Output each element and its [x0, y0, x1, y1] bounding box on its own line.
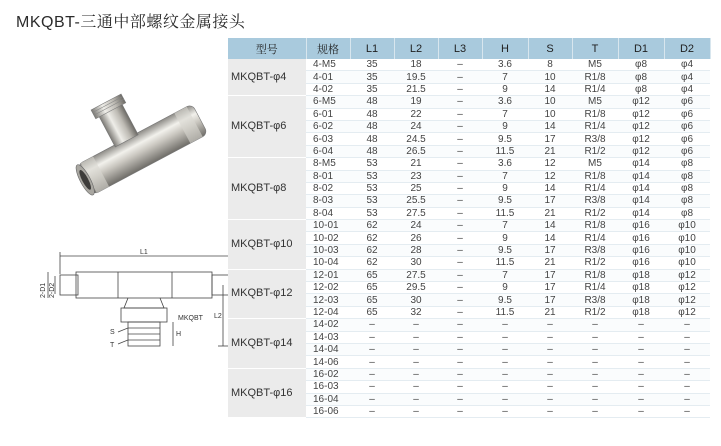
table-cell: 62 — [350, 244, 394, 256]
spec-code-cell: 10-02 — [306, 232, 350, 244]
table-cell: φ18 — [618, 306, 664, 318]
spec-code-cell: 4-02 — [306, 83, 350, 95]
table-cell: 10 — [528, 71, 572, 83]
table-cell: φ4 — [664, 71, 710, 83]
table-cell: R3/8 — [572, 244, 618, 256]
table-cell: 32 — [394, 306, 438, 318]
table-cell: R1/4 — [572, 83, 618, 95]
spec-code-cell: 8-02 — [306, 182, 350, 194]
table-cell: – — [664, 368, 710, 380]
table-cell: R1/4 — [572, 182, 618, 194]
spec-code-cell: 6-04 — [306, 145, 350, 157]
spec-table-body — [228, 59, 710, 418]
table-cell: 7 — [482, 269, 528, 281]
table-cell: – — [438, 393, 482, 405]
table-cell: φ16 — [618, 220, 664, 232]
table-cell: – — [438, 71, 482, 83]
table-cell: φ6 — [664, 133, 710, 145]
model-cell: MKQBT-φ14 — [228, 319, 306, 369]
table-cell: 11.5 — [482, 257, 528, 269]
spec-code-cell: 12-04 — [306, 306, 350, 318]
table-cell: 35 — [350, 83, 394, 95]
table-cell: 9 — [482, 120, 528, 132]
column-header: T — [572, 38, 618, 59]
table-cell: φ6 — [664, 108, 710, 120]
table-cell: – — [528, 356, 572, 368]
spec-code-cell: 8-04 — [306, 207, 350, 219]
table-cell: – — [438, 96, 482, 108]
table-cell: 26.5 — [394, 145, 438, 157]
table-cell: 24 — [394, 220, 438, 232]
table-cell: – — [482, 393, 528, 405]
table-cell: – — [618, 393, 664, 405]
table-cell: – — [572, 343, 618, 355]
table-cell: – — [438, 145, 482, 157]
table-cell: – — [438, 381, 482, 393]
page-title: MKQBT-三通中部螺纹金属接头 — [16, 14, 246, 31]
table-cell: φ12 — [664, 306, 710, 318]
dimension-diagram — [28, 248, 243, 360]
spec-code-cell: 4-01 — [306, 71, 350, 83]
spec-code-cell: 16-04 — [306, 393, 350, 405]
table-cell: – — [350, 381, 394, 393]
table-cell: φ14 — [618, 182, 664, 194]
table-cell: 10 — [528, 108, 572, 120]
table-cell: – — [572, 319, 618, 331]
table-cell: – — [350, 331, 394, 343]
table-cell: φ8 — [664, 182, 710, 194]
table-cell: R1/8 — [572, 269, 618, 281]
table-cell: – — [438, 269, 482, 281]
spec-code-cell: 12-02 — [306, 282, 350, 294]
table-cell: φ8 — [664, 195, 710, 207]
table-cell: φ12 — [618, 133, 664, 145]
table-cell: φ10 — [664, 244, 710, 256]
table-cell: – — [438, 343, 482, 355]
table-cell: φ8 — [664, 207, 710, 219]
dim-label-l1: L1 — [140, 249, 148, 256]
table-cell: – — [482, 356, 528, 368]
table-cell: – — [572, 356, 618, 368]
table-cell: φ16 — [618, 244, 664, 256]
table-cell: 7 — [482, 71, 528, 83]
spec-code-cell: 8-01 — [306, 170, 350, 182]
table-cell: 8 — [528, 59, 572, 71]
table-cell: 21.5 — [394, 83, 438, 95]
table-cell: 53 — [350, 170, 394, 182]
table-cell: – — [528, 405, 572, 417]
table-cell: – — [528, 368, 572, 380]
table-cell: φ8 — [618, 71, 664, 83]
table-cell: – — [438, 232, 482, 244]
table-cell: – — [438, 182, 482, 194]
table-cell: φ8 — [618, 83, 664, 95]
table-cell: 9 — [482, 232, 528, 244]
table-cell: 17 — [528, 294, 572, 306]
table-cell: 21 — [528, 145, 572, 157]
table-cell: – — [618, 405, 664, 417]
table-cell: φ10 — [664, 220, 710, 232]
table-cell: – — [528, 393, 572, 405]
table-cell: – — [572, 368, 618, 380]
column-header: L2 — [394, 38, 438, 59]
table-cell: – — [664, 381, 710, 393]
model-cell: MKQBT-φ12 — [228, 269, 306, 319]
table-cell: 19 — [394, 96, 438, 108]
table-cell: R1/2 — [572, 145, 618, 157]
spec-code-cell: 8-03 — [306, 195, 350, 207]
table-cell: 21 — [528, 306, 572, 318]
table-cell: φ18 — [618, 269, 664, 281]
table-cell: – — [350, 356, 394, 368]
table-cell: 10 — [528, 96, 572, 108]
table-cell: φ10 — [664, 257, 710, 269]
table-cell: – — [438, 83, 482, 95]
table-cell: – — [482, 381, 528, 393]
table-cell: φ18 — [618, 294, 664, 306]
table-cell: – — [664, 331, 710, 343]
table-cell: – — [618, 356, 664, 368]
table-cell: – — [394, 381, 438, 393]
column-header: 规格 — [306, 38, 350, 59]
table-cell: – — [664, 343, 710, 355]
table-cell: – — [482, 368, 528, 380]
table-cell: – — [572, 331, 618, 343]
table-cell: 53 — [350, 195, 394, 207]
table-cell: 9.5 — [482, 133, 528, 145]
table-cell: 29.5 — [394, 282, 438, 294]
spec-code-cell: 16-06 — [306, 405, 350, 417]
table-cell: R1/4 — [572, 282, 618, 294]
table-cell: – — [394, 319, 438, 331]
table-row — [228, 368, 710, 380]
table-cell: – — [438, 319, 482, 331]
table-cell: 53 — [350, 207, 394, 219]
table-cell: – — [482, 405, 528, 417]
table-cell: φ16 — [618, 257, 664, 269]
table-cell: 30 — [394, 294, 438, 306]
table-cell: 14 — [528, 232, 572, 244]
table-cell: 65 — [350, 306, 394, 318]
table-cell: 53 — [350, 182, 394, 194]
table-cell: 14 — [528, 120, 572, 132]
table-cell: 48 — [350, 108, 394, 120]
model-cell: MKQBT-φ10 — [228, 220, 306, 270]
table-cell: 53 — [350, 158, 394, 170]
dim-label-d2: 2-D2 — [49, 282, 56, 298]
table-cell: φ14 — [618, 195, 664, 207]
table-cell: – — [394, 393, 438, 405]
table-row — [228, 158, 710, 170]
table-cell: 9.5 — [482, 294, 528, 306]
table-cell: φ14 — [618, 207, 664, 219]
dim-label-l2: L2 — [214, 313, 222, 320]
table-cell: 48 — [350, 120, 394, 132]
column-header: H — [482, 38, 528, 59]
table-cell: R3/8 — [572, 133, 618, 145]
table-row — [228, 220, 710, 232]
table-cell: 3.6 — [482, 158, 528, 170]
table-cell: 17 — [528, 195, 572, 207]
table-cell: – — [438, 170, 482, 182]
spec-code-cell: 10-03 — [306, 244, 350, 256]
table-cell: 11.5 — [482, 207, 528, 219]
spec-code-cell: 6-01 — [306, 108, 350, 120]
table-row — [228, 59, 710, 71]
table-cell: φ10 — [664, 232, 710, 244]
table-cell: 14 — [528, 83, 572, 95]
table-cell: 48 — [350, 145, 394, 157]
table-cell: – — [572, 405, 618, 417]
table-cell: 12 — [528, 170, 572, 182]
table-cell: φ4 — [664, 59, 710, 71]
table-cell: 65 — [350, 269, 394, 281]
table-cell: – — [438, 282, 482, 294]
table-cell: – — [572, 393, 618, 405]
table-cell: – — [438, 331, 482, 343]
column-header: D2 — [664, 38, 710, 59]
table-cell: φ12 — [618, 120, 664, 132]
spec-code-cell: 16-03 — [306, 381, 350, 393]
table-cell: – — [438, 294, 482, 306]
table-cell: φ8 — [664, 158, 710, 170]
table-cell: φ6 — [664, 120, 710, 132]
dim-label-h: H — [176, 331, 182, 338]
dim-label-d1: 2-D1 — [40, 282, 47, 298]
table-cell: – — [482, 343, 528, 355]
table-cell: 9 — [482, 83, 528, 95]
table-cell: – — [618, 319, 664, 331]
table-cell: 62 — [350, 257, 394, 269]
table-cell: 9.5 — [482, 244, 528, 256]
table-cell: – — [528, 343, 572, 355]
table-cell: 65 — [350, 294, 394, 306]
table-cell: – — [618, 343, 664, 355]
table-cell: φ14 — [618, 170, 664, 182]
spec-code-cell: 14-06 — [306, 356, 350, 368]
table-cell: – — [438, 133, 482, 145]
spec-code-cell: 14-02 — [306, 319, 350, 331]
table-cell: – — [394, 331, 438, 343]
table-cell: 17 — [528, 269, 572, 281]
table-cell: φ12 — [664, 282, 710, 294]
spec-code-cell: 16-02 — [306, 368, 350, 380]
table-cell: φ12 — [618, 96, 664, 108]
table-cell: φ4 — [664, 83, 710, 95]
table-cell: – — [438, 405, 482, 417]
table-cell: R1/2 — [572, 257, 618, 269]
spec-code-cell: 6-03 — [306, 133, 350, 145]
table-cell: – — [394, 405, 438, 417]
table-cell: 14 — [528, 182, 572, 194]
table-cell: – — [438, 257, 482, 269]
table-cell: φ12 — [618, 145, 664, 157]
table-cell: R1/4 — [572, 232, 618, 244]
table-cell: 7 — [482, 108, 528, 120]
table-cell: 23 — [394, 170, 438, 182]
table-cell: 14 — [528, 220, 572, 232]
table-cell: 19.5 — [394, 71, 438, 83]
table-cell: 11.5 — [482, 145, 528, 157]
table-cell: – — [350, 343, 394, 355]
table-cell: 11.5 — [482, 306, 528, 318]
dim-label-mark: MKQBT — [178, 315, 203, 322]
table-cell: 24.5 — [394, 133, 438, 145]
table-cell: 7 — [482, 220, 528, 232]
table-row — [228, 269, 710, 281]
spec-code-cell: 6-02 — [306, 120, 350, 132]
dim-label-t: T — [110, 342, 115, 349]
table-cell: 48 — [350, 133, 394, 145]
table-cell: 65 — [350, 282, 394, 294]
table-cell: R3/8 — [572, 195, 618, 207]
table-cell: φ12 — [664, 294, 710, 306]
table-cell: φ14 — [618, 158, 664, 170]
table-cell: – — [528, 331, 572, 343]
table-cell: 17 — [528, 282, 572, 294]
spec-code-cell: 4-M5 — [306, 59, 350, 71]
table-cell: – — [528, 319, 572, 331]
table-cell: 9.5 — [482, 195, 528, 207]
table-cell: R1/8 — [572, 108, 618, 120]
table-cell: 48 — [350, 96, 394, 108]
spec-code-cell: 10-01 — [306, 220, 350, 232]
table-cell: φ16 — [618, 232, 664, 244]
table-cell: – — [664, 405, 710, 417]
table-cell: – — [618, 381, 664, 393]
dim-label-s: S — [110, 329, 115, 336]
table-cell: 22 — [394, 108, 438, 120]
table-cell: – — [528, 381, 572, 393]
table-cell: 9 — [482, 282, 528, 294]
spec-code-cell: 8-M5 — [306, 158, 350, 170]
table-cell: 21 — [528, 207, 572, 219]
table-row — [228, 96, 710, 108]
table-cell: 35 — [350, 71, 394, 83]
spec-code-cell: 14-03 — [306, 331, 350, 343]
table-cell: R1/4 — [572, 120, 618, 132]
table-cell: – — [350, 393, 394, 405]
table-cell: – — [438, 244, 482, 256]
table-cell: 21 — [394, 158, 438, 170]
table-cell: – — [572, 381, 618, 393]
table-cell: – — [664, 356, 710, 368]
table-cell: R1/8 — [572, 71, 618, 83]
table-cell: φ6 — [664, 96, 710, 108]
table-cell: – — [438, 120, 482, 132]
model-cell: MKQBT-φ16 — [228, 368, 306, 418]
table-cell: 3.6 — [482, 59, 528, 71]
model-cell: MKQBT-φ6 — [228, 96, 306, 158]
column-header: S — [528, 38, 572, 59]
table-cell: 7 — [482, 170, 528, 182]
model-cell: MKQBT-φ8 — [228, 158, 306, 220]
table-cell: – — [438, 108, 482, 120]
table-cell: – — [350, 319, 394, 331]
table-cell: 25.5 — [394, 195, 438, 207]
table-cell: 62 — [350, 220, 394, 232]
table-cell: R3/8 — [572, 294, 618, 306]
table-cell: φ18 — [618, 282, 664, 294]
spec-code-cell: 12-03 — [306, 294, 350, 306]
table-cell: R1/2 — [572, 306, 618, 318]
spec-code-cell: 6-M5 — [306, 96, 350, 108]
table-cell: M5 — [572, 158, 618, 170]
table-cell: – — [438, 207, 482, 219]
table-cell: 21 — [528, 257, 572, 269]
table-cell: φ12 — [618, 108, 664, 120]
table-cell: – — [664, 319, 710, 331]
table-cell: φ8 — [664, 170, 710, 182]
table-cell: φ12 — [664, 269, 710, 281]
table-cell: φ6 — [664, 145, 710, 157]
table-cell: 12 — [528, 158, 572, 170]
table-cell: – — [350, 368, 394, 380]
table-cell: 18 — [394, 59, 438, 71]
table-cell: 28 — [394, 244, 438, 256]
table-cell: 26 — [394, 232, 438, 244]
spec-code-cell: 10-04 — [306, 257, 350, 269]
table-cell: 27.5 — [394, 269, 438, 281]
table-cell: – — [438, 59, 482, 71]
table-cell: – — [438, 306, 482, 318]
table-cell: – — [438, 356, 482, 368]
product-photo — [55, 90, 215, 210]
table-cell: R1/8 — [572, 220, 618, 232]
table-row — [228, 319, 710, 331]
table-cell: – — [618, 368, 664, 380]
table-cell: R1/2 — [572, 207, 618, 219]
table-cell: – — [664, 393, 710, 405]
table-header-row — [228, 38, 710, 59]
table-cell: – — [394, 343, 438, 355]
table-cell: R1/8 — [572, 170, 618, 182]
table-cell: 35 — [350, 59, 394, 71]
table-cell: 62 — [350, 232, 394, 244]
column-header: L3 — [438, 38, 482, 59]
table-cell: – — [438, 368, 482, 380]
table-cell: 27.5 — [394, 207, 438, 219]
table-cell: – — [438, 195, 482, 207]
table-cell: – — [438, 158, 482, 170]
table-cell: 24 — [394, 120, 438, 132]
table-cell: – — [438, 220, 482, 232]
table-cell: 30 — [394, 257, 438, 269]
table-cell: M5 — [572, 59, 618, 71]
table-cell: – — [394, 368, 438, 380]
spec-code-cell: 14-04 — [306, 343, 350, 355]
column-header: 型号 — [228, 38, 306, 59]
column-header: L1 — [350, 38, 394, 59]
table-cell: – — [482, 331, 528, 343]
table-cell: φ8 — [618, 59, 664, 71]
table-cell: M5 — [572, 96, 618, 108]
table-cell: 25 — [394, 182, 438, 194]
table-cell: – — [482, 319, 528, 331]
spec-table — [228, 38, 711, 418]
table-cell: 3.6 — [482, 96, 528, 108]
table-cell: 17 — [528, 244, 572, 256]
table-cell: 9 — [482, 182, 528, 194]
model-cell: MKQBT-φ4 — [228, 59, 306, 96]
spec-code-cell: 12-01 — [306, 269, 350, 281]
table-cell: – — [618, 331, 664, 343]
table-cell: – — [394, 356, 438, 368]
table-cell: – — [350, 405, 394, 417]
table-cell: 17 — [528, 133, 572, 145]
column-header: D1 — [618, 38, 664, 59]
